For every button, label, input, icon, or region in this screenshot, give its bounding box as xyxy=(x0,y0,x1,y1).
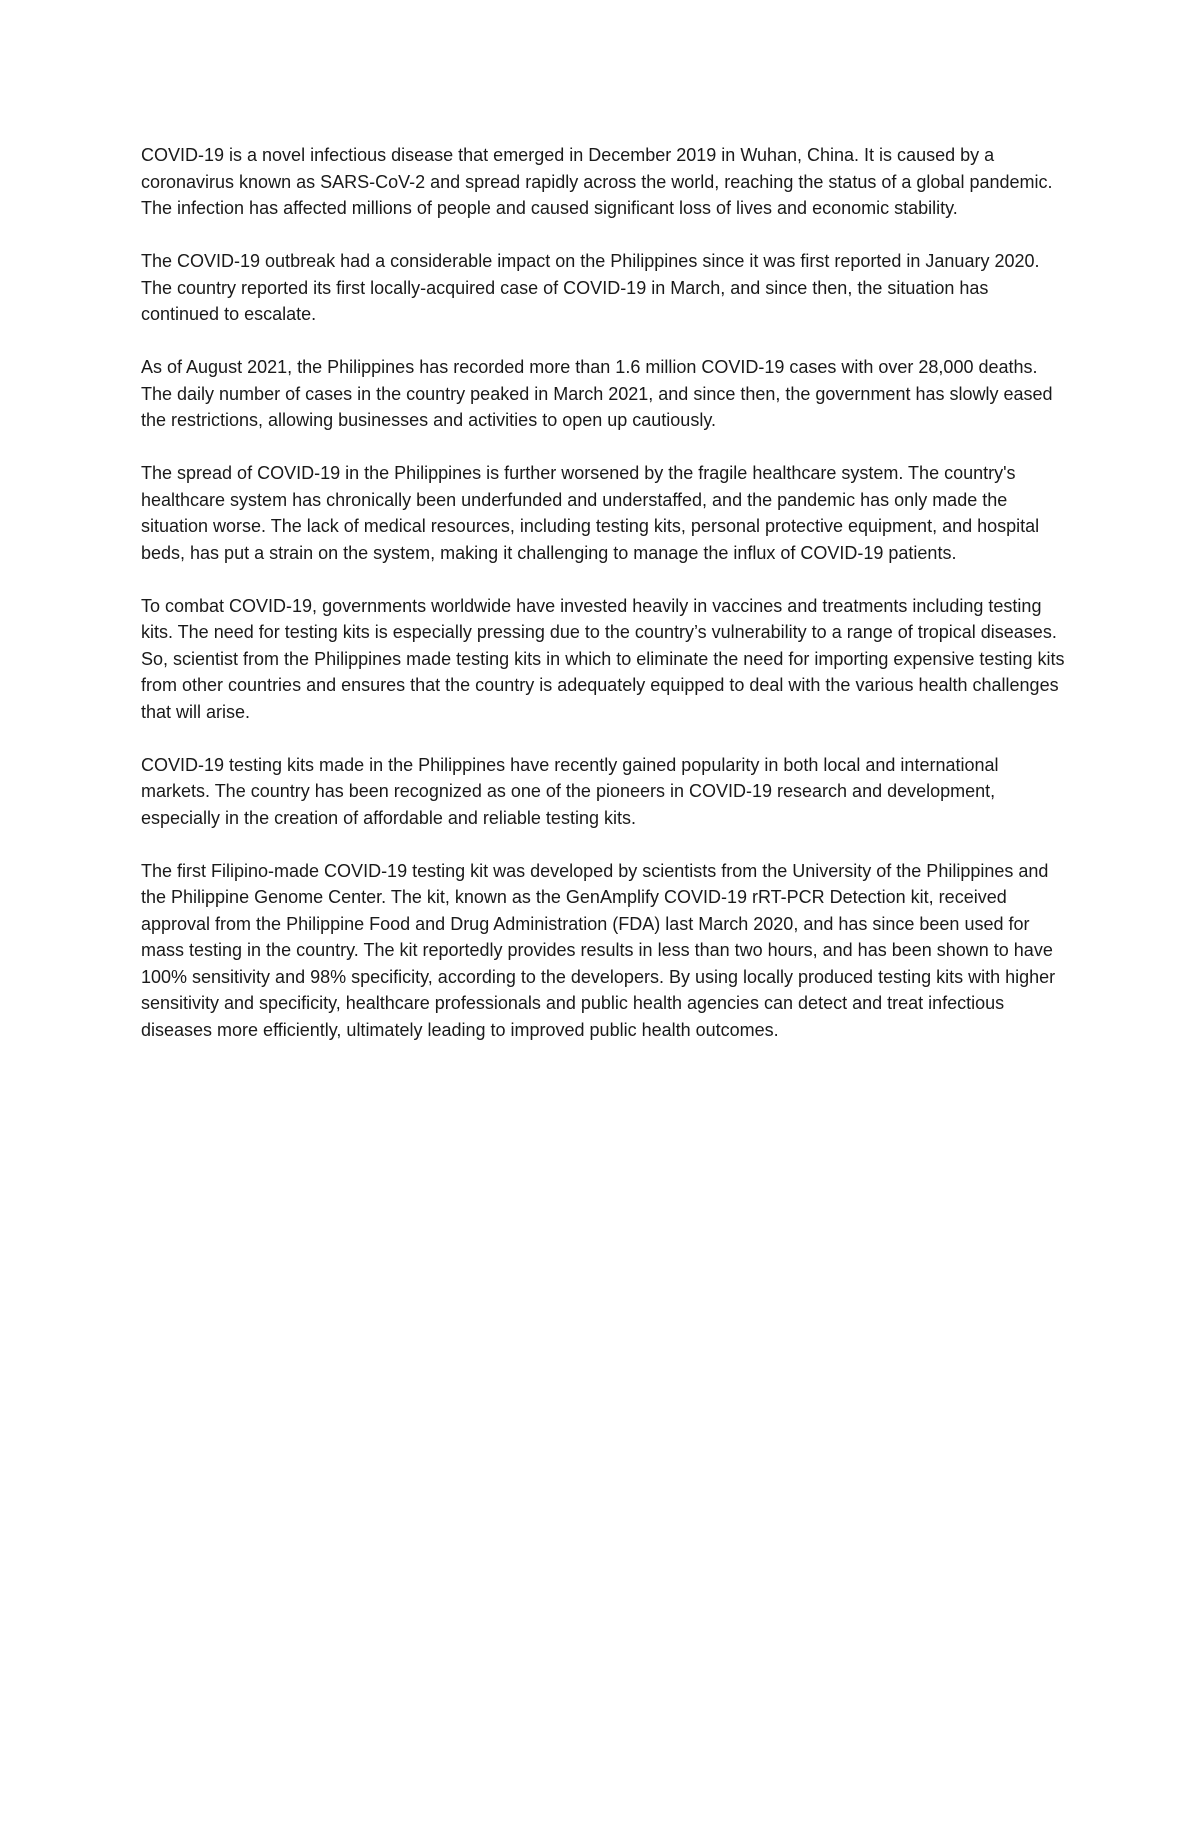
paragraph-combat-testing-kits: To combat COVID-19, governments worldwide have invested heavily in vaccines and treatments including testing kits. The need for testing kits is especially pressing due to the country’s vulnerability to a range of tropical diseases. So, scientist from the Philippines made testing kits in which to eliminate the need for importing expensive testing kits from other countries and ensures that the country is adequately equipped to deal with the various health challenges that will arise. xyxy=(141,595,1065,722)
paragraph-case-statistics: As of August 2021, the Philippines has recorded more than 1.6 million COVID-19 cases with over 28,000 deaths. The daily number of cases in the country peaked in March 2021, and since then, the government has slowly eased the restrictions, allowing businesses and activities to open up cautiously. xyxy=(141,357,1053,430)
paragraph-healthcare-system: The spread of COVID-19 in the Philippines is further worsened by the fragile healthcare system. The country's healthcare system has chronically been underfunded and understaffed, and the pandemic has only made the situation worse. The lack of medical resources, including testing kits, personal protective equipment, and hospital beds, has put a strain on the system, making it challenging to manage the influx of COVID-19 patients. xyxy=(141,463,1040,563)
paragraph-philippines-outbreak: The COVID-19 outbreak had a considerable impact on the Philippines since it was first reported in January 2020. The country reported its first locally-acquired case of COVID-19 in March, and since then, the situation has continued to escalate. xyxy=(141,251,1040,324)
document-body xyxy=(141,142,1066,1070)
paragraph-covid-intro: COVID-19 is a novel infectious disease that emerged in December 2019 in Wuhan, China. It is caused by a coronavirus known as SARS-CoV-2 and spread rapidly across the world, reaching the status of a global pandemic. The infection has affected millions of people and caused significant loss of lives and economic stability. xyxy=(141,145,1053,218)
paragraph-genamplify-kit: The first Filipino-made COVID-19 testing kit was developed by scientists from the University of the Philippines and the Philippine Genome Center. The kit, known as the GenAmplify COVID-19 rRT-PCR Detection kit, received approval from the Philippine Food and Drug Administration (FDA) last March 2020, and has since been used for mass testing in the country. The kit reportedly provides results in less than two hours, and has been shown to have 100% sensitivity and 98% specificity, according to the developers. By using locally produced testing kits with higher sensitivity and specificity, healthcare professionals and public health agencies can detect and treat infectious diseases more efficiently, ultimately leading to improved public health outcomes. xyxy=(141,860,1056,1040)
paragraph-local-testing-kits: COVID-19 testing kits made in the Philippines have recently gained popularity in both local and international markets. The country has been recognized as one of the pioneers in COVID-19 research and development, especially in the creation of affordable and reliable testing kits. xyxy=(141,754,999,828)
